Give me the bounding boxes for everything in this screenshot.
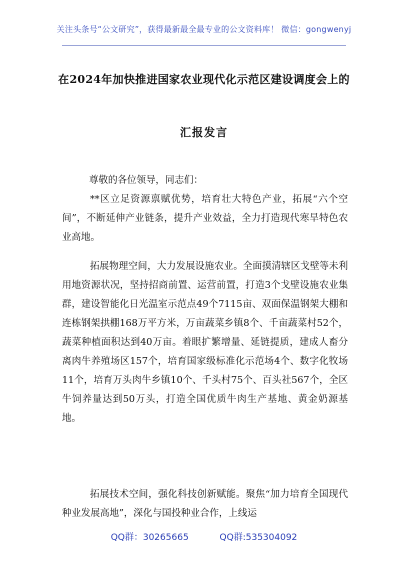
footer-qq-group-1: QQ群：30265665 bbox=[110, 533, 189, 543]
header-divider bbox=[62, 45, 346, 46]
paragraph-technology-space: 拓展技术空间，强化科技创新赋能。聚焦“加力培育全国现代种业发展高地”，深化与国投种业合作，上线运 bbox=[62, 489, 348, 519]
greeting: 尊敬的各位领导，同志们： bbox=[89, 175, 204, 186]
paragraph-intro: **区立足资源禀赋优势，培育壮大特色产业，拓展“六个空间”，不断延伸产业链条，提升产业效益，全力打造现代寒旱特色农业高地。 bbox=[62, 194, 348, 243]
footer bbox=[0, 530, 408, 543]
paragraph-physical-space: 拓展物理空间，大力发展设施农业。全面摸清辖区戈壁等未利用地资源状况，坚持招商前置、运营前置，打造3个戈壁设施农业集群，建设智能化日光温室示范点49个7115亩、双面保温钢架大棚和连栋钢架拱棚168万平方米，万亩蔬菜乡镇8个、千亩蔬菜村52个，蔬菜种植面积达到40万亩。着眼扩繁增量、延链提质，建成人畜分离肉牛养殖场区157个，培育国家级标准化示范场4个、数字化牧场11个，培育万头肉牛乡镇10个、千头村75个、百头社567个，全区牛饲养量达到50万头，打造全国优质牛肉生产基地、黄金奶源基地。 bbox=[62, 261, 348, 424]
footer-qq-group-2: QQ群:535304092 bbox=[219, 533, 298, 543]
header-banner: 关注头条号“公文研究”，获得最新最全最专业的公文资料库！ 微信：gongwenyj bbox=[56, 25, 352, 34]
document-subtitle: 汇报发言 bbox=[180, 126, 228, 139]
document-title: 在2024年加快推进国家农业现代化示范区建设调度会上的 bbox=[58, 73, 350, 86]
